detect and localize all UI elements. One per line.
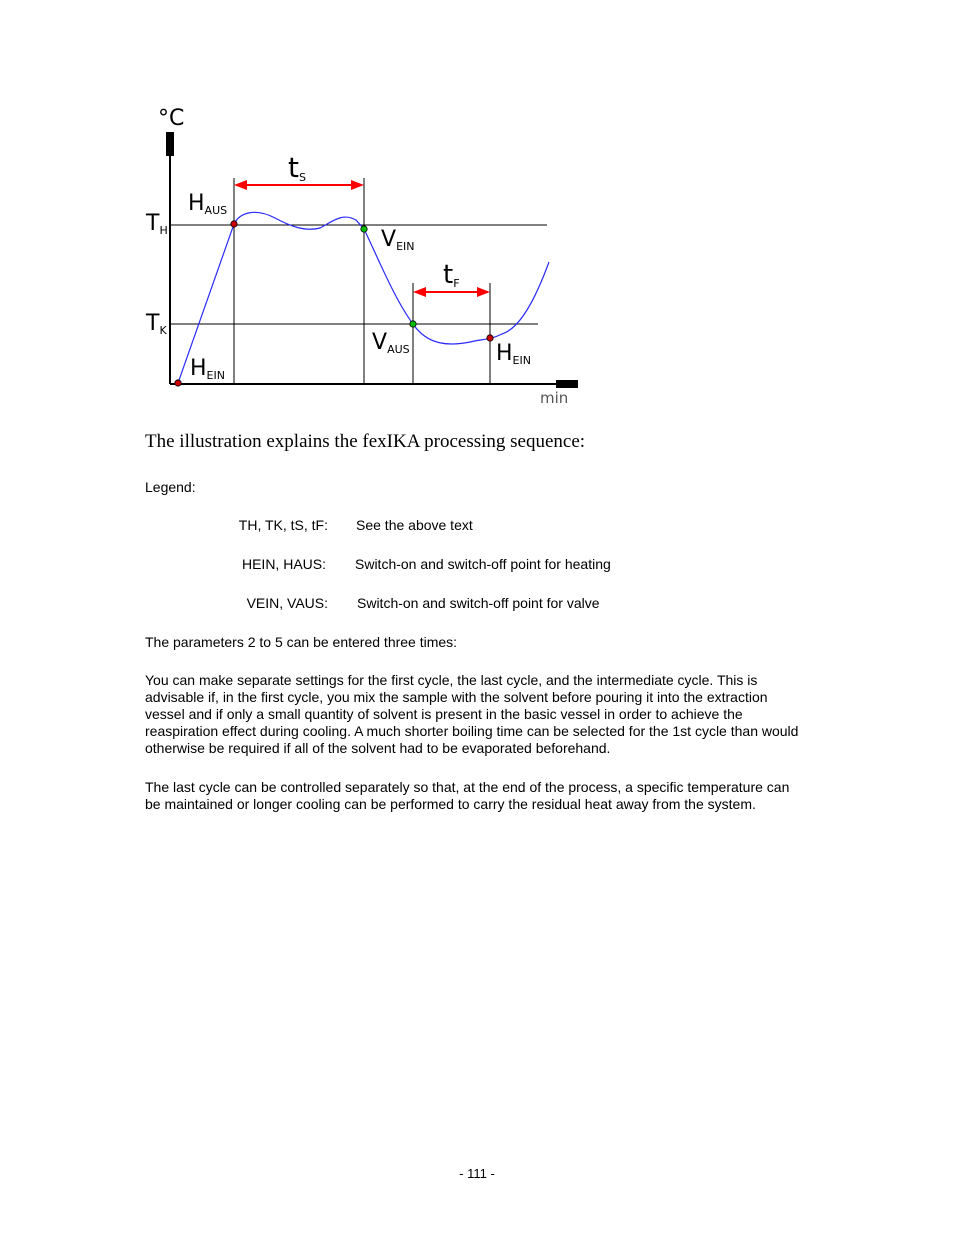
legend-key-2: HEIN, HAUS:	[241, 556, 326, 572]
legend-key-3: VEIN, VAUS:	[246, 595, 328, 611]
diagram-caption: The illustration explains the fexIKA processing sequence:	[145, 431, 586, 452]
haus-point	[231, 221, 237, 227]
tf-label: tF	[443, 260, 460, 290]
paragraph-last-cycle: The last cycle can be controlled separately so that, at the end of the process, a specific temperature can be maintained or longer cooling can be performed to carry the residual heat away from the system.	[145, 779, 790, 812]
tf-arrow-head-left	[413, 287, 426, 297]
legend-title: Legend:	[145, 479, 196, 495]
hein-right-point	[487, 335, 493, 341]
legend-value-2: Switch-on and switch-off point for heating	[355, 556, 611, 572]
legend-key-1: TH, TK, tS, tF:	[238, 517, 328, 533]
tk-label: TK	[146, 311, 167, 337]
hein-left-point	[175, 380, 181, 386]
y-unit-label: °C	[158, 106, 185, 131]
x-axis-arrow	[556, 380, 578, 388]
vaus-label: VAUS	[372, 330, 410, 356]
vaus-point	[410, 321, 416, 327]
ts-label: tS	[288, 151, 306, 184]
paragraph-cycles: You can make separate settings for the first cycle, the last cycle, and the intermediate cycle. This is advisable if, in the first cycle, you mix the sample with the solvent before pouring it into the extraction vessel and if only a small quantity of solvent is present in the basic vessel in order to achieve the reaspiration effect during cooling. A much shorter boiling time can be selected for the 1st cycle than would otherwise be required if all of the solvent had to be evaporated beforehand.	[145, 672, 799, 756]
legend-value-1: See the above text	[356, 517, 473, 533]
haus-label: HAUS	[188, 191, 228, 217]
tf-arrow-head-right	[477, 287, 490, 297]
params-note: The parameters 2 to 5 can be entered three times:	[145, 634, 458, 650]
vein-label: VEIN	[381, 227, 415, 253]
ts-arrow-head-right	[351, 180, 364, 190]
hein-right-label: HEIN	[496, 341, 531, 367]
th-label: TH	[146, 211, 168, 237]
vein-point	[361, 226, 367, 232]
hein-left-label: HEIN	[190, 356, 225, 382]
process-diagram	[140, 100, 590, 410]
legend-value-3: Switch-on and switch-off point for valve	[357, 595, 600, 611]
page-number: - 111 -	[459, 1166, 495, 1181]
ts-arrow-head-left	[234, 180, 247, 190]
y-axis-arrow	[166, 132, 174, 156]
x-unit-label: min	[540, 389, 569, 407]
